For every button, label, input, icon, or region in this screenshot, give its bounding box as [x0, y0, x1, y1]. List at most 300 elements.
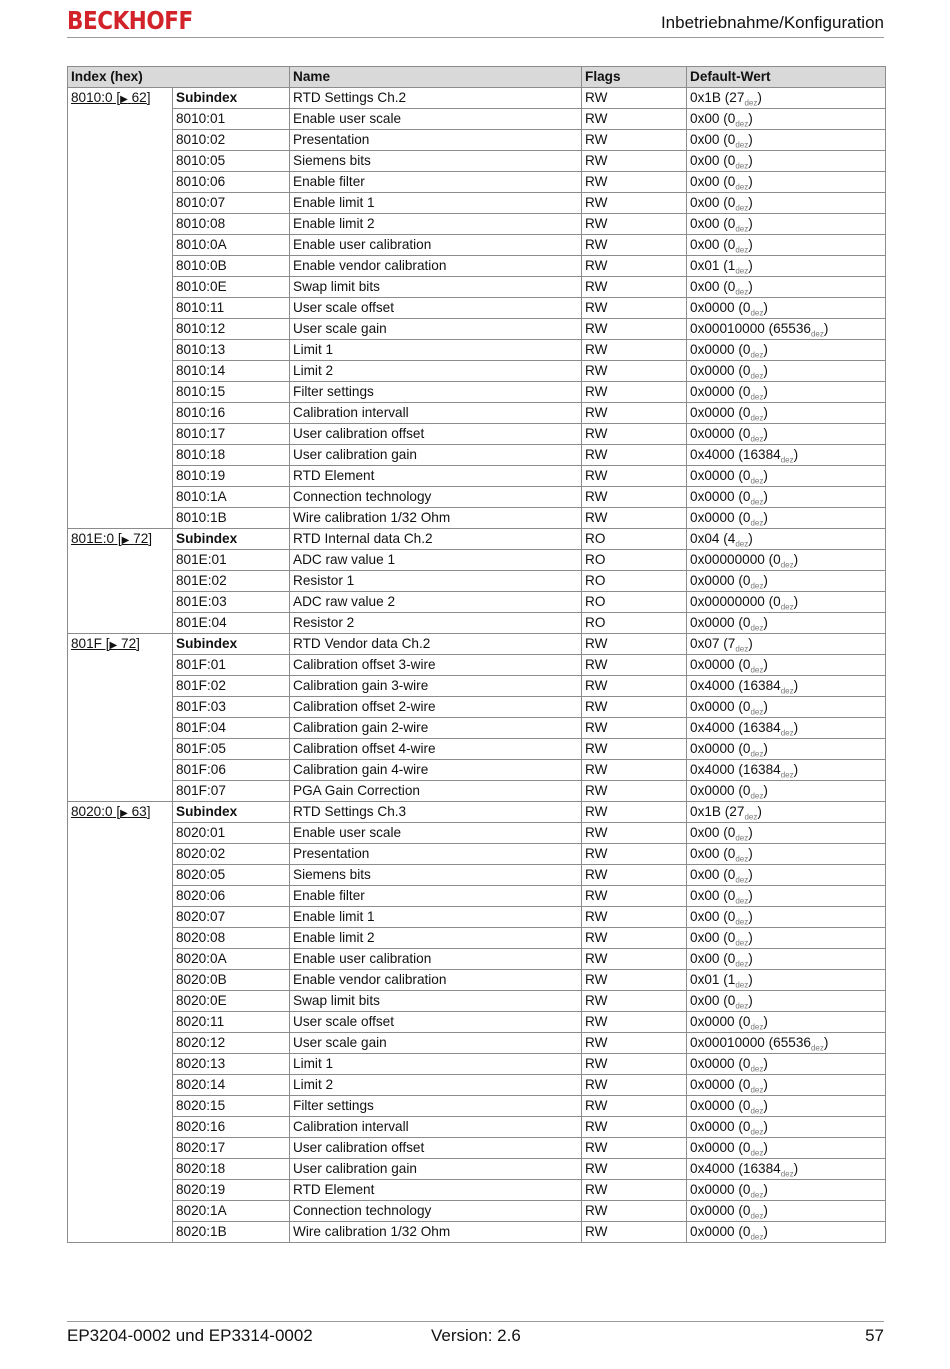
index-link[interactable]: [71, 90, 151, 105]
flags-cell: RW: [582, 235, 687, 256]
link-bracket: ]: [146, 804, 151, 819]
default-value-close: ): [763, 741, 768, 756]
flags-cell: RO: [582, 529, 687, 550]
default-value-cell: [687, 970, 886, 991]
flags-cell: RW: [582, 403, 687, 424]
default-value-close: ): [748, 993, 753, 1008]
name-cell: User scale gain: [290, 1033, 582, 1054]
decimal-suffix: dez: [750, 1211, 764, 1221]
default-value-close: ): [763, 1119, 768, 1134]
default-value: 0x0000 (0: [690, 1077, 751, 1092]
table-row: [68, 298, 886, 319]
decimal-suffix: dez: [735, 938, 749, 948]
flags-cell: RO: [582, 613, 687, 634]
subindex-cell: 8010:11: [173, 298, 290, 319]
default-value-cell: [687, 802, 886, 823]
default-value-cell: [687, 844, 886, 865]
default-value-cell: [687, 781, 886, 802]
decimal-suffix: dez: [780, 728, 794, 738]
name-cell: ADC raw value 1: [290, 550, 582, 571]
default-value: 0x0000 (0: [690, 573, 751, 588]
subindex-cell: 8010:07: [173, 193, 290, 214]
name-cell: Enable limit 1: [290, 907, 582, 928]
name-cell: User calibration gain: [290, 445, 582, 466]
subindex-cell: 8020:0A: [173, 949, 290, 970]
default-value-cell: [687, 1054, 886, 1075]
subindex-cell: 8020:14: [173, 1075, 290, 1096]
column-header-name: Name: [290, 67, 582, 88]
default-value: 0x0000 (0: [690, 1014, 751, 1029]
table-row: [68, 445, 886, 466]
table-row: [68, 277, 886, 298]
default-value-close: ): [763, 342, 768, 357]
decimal-suffix: dez: [735, 875, 749, 885]
flags-cell: RW: [582, 802, 687, 823]
decimal-suffix: dez: [750, 497, 764, 507]
decimal-suffix: dez: [750, 518, 764, 528]
index-link[interactable]: [71, 531, 152, 546]
decimal-suffix: dez: [810, 329, 824, 339]
flags-cell: RW: [582, 445, 687, 466]
default-value-close: ): [748, 195, 753, 210]
default-value-cell: [687, 865, 886, 886]
flags-cell: RW: [582, 382, 687, 403]
decimal-suffix: dez: [750, 791, 764, 801]
flags-cell: RW: [582, 508, 687, 529]
default-value-close: ): [763, 573, 768, 588]
default-value-cell: [687, 697, 886, 718]
table-row: [68, 907, 886, 928]
default-value-cell: [687, 172, 886, 193]
table-row: [68, 382, 886, 403]
decimal-suffix: dez: [750, 1085, 764, 1095]
default-value-close: ): [793, 1161, 799, 1176]
default-value-close: ): [763, 1224, 768, 1239]
decimal-suffix: dez: [735, 203, 749, 213]
default-value: 0x00 (0: [690, 888, 736, 903]
footer-divider: [67, 1321, 884, 1322]
default-value: 0x4000 (16384: [690, 447, 781, 462]
name-cell: Calibration intervall: [290, 1117, 582, 1138]
default-value-close: ): [763, 1182, 768, 1197]
default-value-close: ): [757, 804, 762, 819]
table-row: [68, 319, 886, 340]
default-value-cell: [687, 739, 886, 760]
flags-cell: RW: [582, 760, 687, 781]
default-value: 0x01 (1: [690, 972, 736, 987]
default-value: 0x0000 (0: [690, 1140, 751, 1155]
table-row: [68, 130, 886, 151]
table-row: [68, 235, 886, 256]
name-cell: Enable vendor calibration: [290, 970, 582, 991]
decimal-suffix: dez: [750, 413, 764, 423]
default-value: 0x00 (0: [690, 867, 736, 882]
play-arrow-icon: ▶: [120, 94, 128, 105]
decimal-suffix: dez: [780, 686, 794, 696]
default-value-cell: [687, 466, 886, 487]
default-value-cell: [687, 907, 886, 928]
subindex-cell: 8010:1A: [173, 487, 290, 508]
name-cell: Swap limit bits: [290, 991, 582, 1012]
link-bracket: [: [112, 804, 121, 819]
flags-cell: RW: [582, 1012, 687, 1033]
default-value: 0x00 (0: [690, 216, 736, 231]
default-value-close: ): [763, 615, 768, 630]
decimal-suffix: dez: [750, 1064, 764, 1074]
flags-cell: RW: [582, 361, 687, 382]
table-row: [68, 403, 886, 424]
table-row: [68, 697, 886, 718]
flags-cell: RW: [582, 781, 687, 802]
table-row: [68, 508, 886, 529]
subindex-cell: 8020:05: [173, 865, 290, 886]
default-value-cell: [687, 193, 886, 214]
flags-cell: RW: [582, 1117, 687, 1138]
subindex-cell: 8010:12: [173, 319, 290, 340]
default-value: 0x00 (0: [690, 930, 736, 945]
table-row: [68, 550, 886, 571]
default-value-cell: [687, 214, 886, 235]
table-row: [68, 1096, 886, 1117]
flags-cell: RW: [582, 319, 687, 340]
default-value: 0x00 (0: [690, 951, 736, 966]
name-cell: User scale gain: [290, 319, 582, 340]
subindex-cell: 801E:03: [173, 592, 290, 613]
default-value-close: ): [763, 1056, 768, 1071]
name-cell: Filter settings: [290, 1096, 582, 1117]
table-row: [68, 802, 886, 823]
default-value: 0x0000 (0: [690, 384, 751, 399]
name-cell: User calibration offset: [290, 424, 582, 445]
default-value-cell: [687, 109, 886, 130]
table-row: [68, 739, 886, 760]
default-value-close: ): [763, 426, 768, 441]
decimal-suffix: dez: [750, 308, 764, 318]
table-row: [68, 1138, 886, 1159]
default-value-cell: [687, 487, 886, 508]
default-value-close: ): [748, 132, 753, 147]
default-value: 0x0000 (0: [690, 1098, 751, 1113]
default-value-cell: [687, 319, 886, 340]
flags-cell: RW: [582, 1075, 687, 1096]
table-header-row: [68, 67, 886, 88]
table-row: [68, 949, 886, 970]
subindex-cell: 801F:02: [173, 676, 290, 697]
name-cell: Calibration gain 3-wire: [290, 676, 582, 697]
default-value-close: ): [763, 1098, 768, 1113]
decimal-suffix: dez: [735, 1001, 749, 1011]
object-directory-table: [67, 66, 886, 1243]
default-value-cell: [687, 613, 886, 634]
table-row: [68, 109, 886, 130]
default-value: 0x1B (27: [690, 804, 745, 819]
link-page-number: 72: [133, 531, 149, 546]
name-cell: ADC raw value 2: [290, 592, 582, 613]
name-cell: Limit 1: [290, 340, 582, 361]
index-cell: [68, 529, 173, 634]
decimal-suffix: dez: [750, 1190, 764, 1200]
flags-cell: RW: [582, 466, 687, 487]
default-value-cell: [687, 571, 886, 592]
name-cell: RTD Settings Ch.3: [290, 802, 582, 823]
name-cell: Calibration intervall: [290, 403, 582, 424]
flags-cell: RW: [582, 991, 687, 1012]
decimal-suffix: dez: [750, 1232, 764, 1242]
default-value-close: ): [763, 783, 768, 798]
default-value-cell: [687, 634, 886, 655]
default-value-cell: [687, 1117, 886, 1138]
default-value: 0x00 (0: [690, 825, 736, 840]
default-value-cell: [687, 529, 886, 550]
default-value-cell: [687, 823, 886, 844]
decimal-suffix: dez: [735, 287, 749, 297]
table-row: [68, 1075, 886, 1096]
default-value: 0x07 (7: [690, 636, 736, 651]
name-cell: PGA Gain Correction: [290, 781, 582, 802]
default-value-close: ): [793, 552, 799, 567]
subindex-cell: 8020:11: [173, 1012, 290, 1033]
table-row: [68, 571, 886, 592]
name-cell: Enable limit 1: [290, 193, 582, 214]
name-cell: Swap limit bits: [290, 277, 582, 298]
default-value-cell: [687, 928, 886, 949]
table-row: [68, 970, 886, 991]
decimal-suffix: dez: [735, 917, 749, 927]
decimal-suffix: dez: [750, 1106, 764, 1116]
decimal-suffix: dez: [735, 224, 749, 234]
decimal-suffix: dez: [750, 1022, 764, 1032]
default-value-close: ): [748, 111, 753, 126]
link-bracket: [: [101, 636, 110, 651]
default-value: 0x0000 (0: [690, 300, 751, 315]
flags-cell: RW: [582, 1222, 687, 1243]
default-value: 0x0000 (0: [690, 426, 751, 441]
default-value-cell: [687, 991, 886, 1012]
subindex-cell: 8010:06: [173, 172, 290, 193]
index-label: 801F: [71, 636, 102, 651]
default-value-close: ): [793, 762, 799, 777]
default-value: 0x0000 (0: [690, 1182, 751, 1197]
subindex-cell: Subindex: [173, 88, 290, 109]
default-value: 0x0000 (0: [690, 1203, 751, 1218]
decimal-suffix: dez: [750, 707, 764, 717]
default-value-close: ): [763, 657, 768, 672]
decimal-suffix: dez: [780, 455, 794, 465]
subindex-cell: 801E:02: [173, 571, 290, 592]
flags-cell: RW: [582, 1033, 687, 1054]
flags-cell: RW: [582, 1138, 687, 1159]
default-value-close: ): [748, 909, 753, 924]
decimal-suffix: dez: [750, 623, 764, 633]
default-value: 0x0000 (0: [690, 741, 751, 756]
name-cell: Limit 2: [290, 1075, 582, 1096]
default-value: 0x0000 (0: [690, 468, 751, 483]
decimal-suffix: dez: [780, 602, 794, 612]
table-row: [68, 361, 886, 382]
play-arrow-icon: ▶: [109, 640, 118, 651]
decimal-suffix: dez: [750, 1148, 764, 1158]
table-row: [68, 991, 886, 1012]
play-arrow-icon: ▶: [120, 808, 128, 819]
subindex-cell: 8010:17: [173, 424, 290, 445]
subindex-cell: 8010:13: [173, 340, 290, 361]
default-value: 0x0000 (0: [690, 510, 751, 525]
flags-cell: RW: [582, 970, 687, 991]
section-title: Inbetriebnahme/Konfiguration: [660, 13, 884, 32]
decimal-suffix: dez: [750, 350, 764, 360]
beckhoff-logo: BECKHOFF: [67, 6, 193, 35]
name-cell: RTD Element: [290, 466, 582, 487]
decimal-suffix: dez: [735, 539, 749, 549]
subindex-cell: 8020:17: [173, 1138, 290, 1159]
default-value-cell: [687, 676, 886, 697]
index-link[interactable]: [71, 636, 140, 651]
table-row: [68, 760, 886, 781]
default-value: 0x00 (0: [690, 153, 736, 168]
default-value-cell: [687, 340, 886, 361]
default-value-cell: [687, 151, 886, 172]
table-row: [68, 655, 886, 676]
default-value-cell: [687, 382, 886, 403]
decimal-suffix: dez: [735, 644, 749, 654]
table-row: [68, 1222, 886, 1243]
decimal-suffix: dez: [735, 833, 749, 843]
subindex-cell: 8020:12: [173, 1033, 290, 1054]
subindex-cell: 8020:19: [173, 1180, 290, 1201]
default-value: 0x00 (0: [690, 993, 736, 1008]
flags-cell: RW: [582, 256, 687, 277]
default-value-close: ): [793, 594, 799, 609]
default-value: 0x0000 (0: [690, 1224, 751, 1239]
table-row: [68, 1012, 886, 1033]
name-cell: Wire calibration 1/32 Ohm: [290, 508, 582, 529]
decimal-suffix: dez: [735, 959, 749, 969]
default-value-cell: [687, 1180, 886, 1201]
subindex-cell: 801E:04: [173, 613, 290, 634]
table-row: [68, 1159, 886, 1180]
default-value: 0x00 (0: [690, 237, 736, 252]
flags-cell: RW: [582, 865, 687, 886]
default-value: 0x00010000 (65536: [690, 321, 811, 336]
name-cell: Siemens bits: [290, 865, 582, 886]
table-row: [68, 613, 886, 634]
default-value-close: ): [748, 279, 753, 294]
flags-cell: RW: [582, 634, 687, 655]
default-value-cell: [687, 235, 886, 256]
table-row: [68, 424, 886, 445]
subindex-cell: 8020:01: [173, 823, 290, 844]
name-cell: Calibration offset 3-wire: [290, 655, 582, 676]
flags-cell: RW: [582, 88, 687, 109]
decimal-suffix: dez: [735, 245, 749, 255]
column-header-index: Index (hex): [68, 67, 290, 88]
decimal-suffix: dez: [810, 1043, 824, 1053]
index-link[interactable]: [71, 804, 151, 819]
decimal-suffix: dez: [735, 854, 749, 864]
default-value-close: ): [748, 867, 753, 882]
index-cell: [68, 802, 173, 1243]
name-cell: Presentation: [290, 844, 582, 865]
flags-cell: RW: [582, 424, 687, 445]
subindex-cell: 8010:08: [173, 214, 290, 235]
name-cell: User calibration offset: [290, 1138, 582, 1159]
decimal-suffix: dez: [735, 266, 749, 276]
decimal-suffix: dez: [735, 980, 749, 990]
subindex-cell: 8020:18: [173, 1159, 290, 1180]
name-cell: Enable user scale: [290, 109, 582, 130]
link-page-number: 63: [131, 804, 147, 819]
flags-cell: RW: [582, 340, 687, 361]
default-value: 0x0000 (0: [690, 342, 751, 357]
default-value-cell: [687, 760, 886, 781]
flags-cell: RO: [582, 592, 687, 613]
subindex-cell: 8020:16: [173, 1117, 290, 1138]
default-value: 0x4000 (16384: [690, 1161, 781, 1176]
subindex-cell: 8020:1B: [173, 1222, 290, 1243]
table-row: [68, 634, 886, 655]
subindex-cell: 8010:0E: [173, 277, 290, 298]
table-row: [68, 172, 886, 193]
table-row: [68, 1180, 886, 1201]
decimal-suffix: dez: [780, 560, 794, 570]
name-cell: RTD Vendor data Ch.2: [290, 634, 582, 655]
name-cell: Enable limit 2: [290, 214, 582, 235]
table-row: [68, 1201, 886, 1222]
table-row: [68, 256, 886, 277]
index-cell: [68, 634, 173, 802]
default-value-close: ): [748, 930, 753, 945]
default-value-close: ): [748, 951, 753, 966]
subindex-cell: 801F:07: [173, 781, 290, 802]
flags-cell: RW: [582, 844, 687, 865]
default-value-cell: [687, 718, 886, 739]
default-value: 0x0000 (0: [690, 1056, 751, 1071]
default-value: 0x0000 (0: [690, 405, 751, 420]
column-header-flags: Flags: [582, 67, 687, 88]
default-value-cell: [687, 1138, 886, 1159]
decimal-suffix: dez: [735, 119, 749, 129]
name-cell: Enable filter: [290, 886, 582, 907]
subindex-cell: Subindex: [173, 802, 290, 823]
name-cell: Enable vendor calibration: [290, 256, 582, 277]
subindex-cell: 801F:06: [173, 760, 290, 781]
flags-cell: RW: [582, 1180, 687, 1201]
decimal-suffix: dez: [735, 896, 749, 906]
default-value-close: ): [748, 258, 753, 273]
subindex-cell: 8020:0E: [173, 991, 290, 1012]
default-value-cell: [687, 550, 886, 571]
flags-cell: RW: [582, 718, 687, 739]
subindex-cell: 8020:13: [173, 1054, 290, 1075]
name-cell: Calibration offset 2-wire: [290, 697, 582, 718]
subindex-cell: 8020:07: [173, 907, 290, 928]
flags-cell: RW: [582, 487, 687, 508]
default-value: 0x0000 (0: [690, 1119, 751, 1134]
play-arrow-icon: ▶: [121, 535, 130, 546]
subindex-cell: 8010:14: [173, 361, 290, 382]
flags-cell: RW: [582, 928, 687, 949]
index-cell: [68, 88, 173, 529]
name-cell: Resistor 1: [290, 571, 582, 592]
table-row: [68, 214, 886, 235]
decimal-suffix: dez: [780, 1169, 794, 1179]
decimal-suffix: dez: [780, 770, 794, 780]
subindex-cell: 801E:01: [173, 550, 290, 571]
flags-cell: RW: [582, 655, 687, 676]
default-value-cell: [687, 445, 886, 466]
default-value: 0x00 (0: [690, 195, 736, 210]
index-label: 8010:0: [71, 90, 113, 105]
